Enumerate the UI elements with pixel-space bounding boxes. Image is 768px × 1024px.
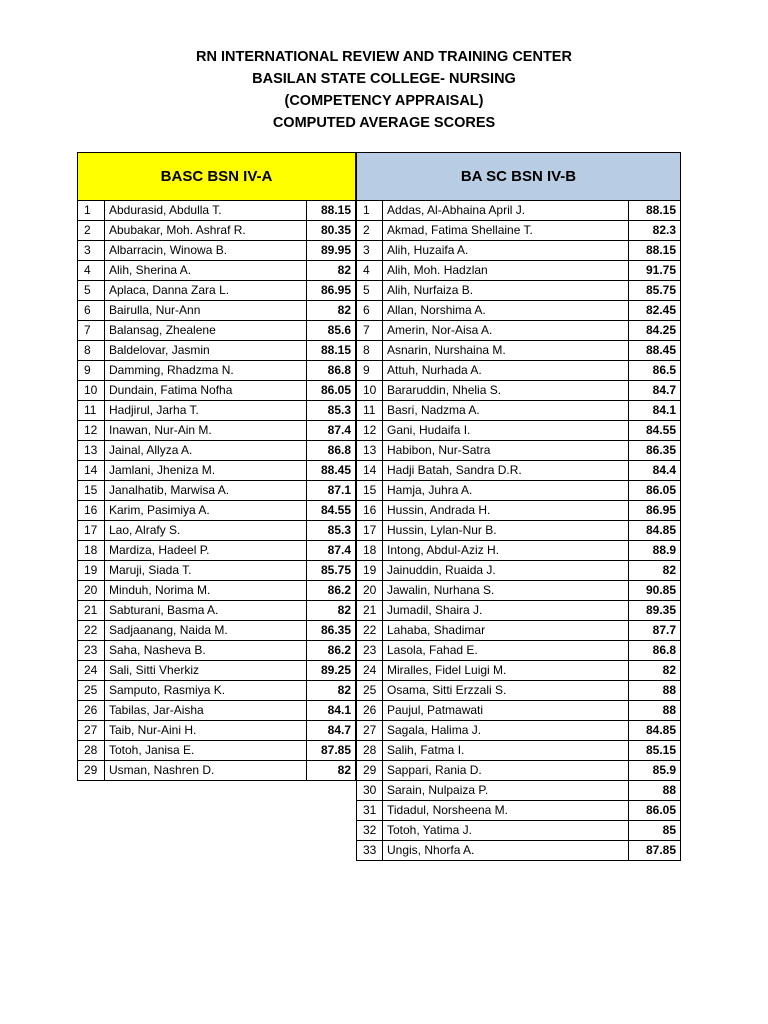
average-score: 89.25 xyxy=(307,661,356,681)
table-row xyxy=(357,381,681,401)
average-score: 82 xyxy=(307,681,356,701)
table-row xyxy=(357,721,681,741)
average-score: 82 xyxy=(629,661,681,681)
row-number: 7 xyxy=(78,321,105,341)
student-name: Amerin, Nor-Aisa A. xyxy=(383,321,629,341)
table-row xyxy=(78,661,356,681)
table-row xyxy=(357,301,681,321)
student-name: Jainal, Allyza A. xyxy=(105,441,307,461)
student-name: Albarracin, Winowa B. xyxy=(105,241,307,261)
average-score: 87.85 xyxy=(307,741,356,761)
table-row xyxy=(357,521,681,541)
average-score: 82.3 xyxy=(629,221,681,241)
row-number: 21 xyxy=(78,601,105,621)
average-score: 86.35 xyxy=(629,441,681,461)
section-a-title: BASC BSN IV-A xyxy=(78,153,356,201)
student-name: Bairulla, Nur-Ann xyxy=(105,301,307,321)
row-number: 13 xyxy=(78,441,105,461)
row-number: 8 xyxy=(357,341,383,361)
table-row xyxy=(78,561,356,581)
row-number: 18 xyxy=(78,541,105,561)
student-name: Janalhatib, Marwisa A. xyxy=(105,481,307,501)
student-name: Hadjirul, Jarha T. xyxy=(105,401,307,421)
student-name: Samputo, Rasmiya K. xyxy=(105,681,307,701)
table-row xyxy=(78,541,356,561)
student-name: Sabturani, Basma A. xyxy=(105,601,307,621)
average-score: 82 xyxy=(307,761,356,781)
row-number: 26 xyxy=(357,701,383,721)
row-number: 1 xyxy=(357,201,383,221)
row-number: 5 xyxy=(357,281,383,301)
student-name: Gani, Hudaifa I. xyxy=(383,421,629,441)
table-row xyxy=(357,501,681,521)
row-number: 29 xyxy=(357,761,383,781)
average-score: 84.4 xyxy=(629,461,681,481)
average-score: 84.25 xyxy=(629,321,681,341)
table-row xyxy=(78,441,356,461)
table-row xyxy=(78,481,356,501)
section-b-rows xyxy=(357,201,681,861)
average-score: 85.75 xyxy=(629,281,681,301)
row-number: 24 xyxy=(357,661,383,681)
table-row xyxy=(78,581,356,601)
table-row xyxy=(78,601,356,621)
row-number: 6 xyxy=(357,301,383,321)
student-name: Sagala, Halima J. xyxy=(383,721,629,741)
average-score: 86.95 xyxy=(307,281,356,301)
row-number: 5 xyxy=(78,281,105,301)
student-name: Usman, Nashren D. xyxy=(105,761,307,781)
average-score: 86.8 xyxy=(307,441,356,461)
student-name: Taib, Nur-Aini H. xyxy=(105,721,307,741)
row-number: 3 xyxy=(357,241,383,261)
row-number: 11 xyxy=(357,401,383,421)
average-score: 82 xyxy=(307,261,356,281)
table-row xyxy=(357,661,681,681)
student-name: Hamja, Juhra A. xyxy=(383,481,629,501)
table-row xyxy=(357,361,681,381)
row-number: 13 xyxy=(357,441,383,461)
table-row xyxy=(357,281,681,301)
table-row xyxy=(357,601,681,621)
table-row xyxy=(78,721,356,741)
average-score: 86.05 xyxy=(307,381,356,401)
table-row xyxy=(357,701,681,721)
average-score: 88.15 xyxy=(629,241,681,261)
table-row xyxy=(357,781,681,801)
average-score: 88.45 xyxy=(307,461,356,481)
table-row xyxy=(357,241,681,261)
student-name: Alih, Nurfaiza B. xyxy=(383,281,629,301)
table-row xyxy=(357,581,681,601)
average-score: 82.45 xyxy=(629,301,681,321)
student-name: Lahaba, Shadimar xyxy=(383,621,629,641)
table-row xyxy=(78,341,356,361)
table-row xyxy=(78,361,356,381)
student-name: Jainuddin, Ruaida J. xyxy=(383,561,629,581)
table-row xyxy=(357,221,681,241)
average-score: 84.7 xyxy=(307,721,356,741)
row-number: 20 xyxy=(357,581,383,601)
student-name: Dundain, Fatima Nofha xyxy=(105,381,307,401)
table-row xyxy=(78,401,356,421)
student-name: Minduh, Norima M. xyxy=(105,581,307,601)
row-number: 21 xyxy=(357,601,383,621)
student-name: Hussin, Andrada H. xyxy=(383,501,629,521)
student-name: Addas, Al-Abhaina April J. xyxy=(383,201,629,221)
average-score: 86.8 xyxy=(629,641,681,661)
row-number: 22 xyxy=(78,621,105,641)
student-name: Tabilas, Jar-Aisha xyxy=(105,701,307,721)
row-number: 10 xyxy=(78,381,105,401)
table-row xyxy=(357,621,681,641)
student-name: Basri, Nadzma A. xyxy=(383,401,629,421)
student-name: Totoh, Yatima J. xyxy=(383,821,629,841)
student-name: Damming, Rhadzma N. xyxy=(105,361,307,381)
row-number: 2 xyxy=(357,221,383,241)
row-number: 12 xyxy=(357,421,383,441)
student-name: Salih, Fatma I. xyxy=(383,741,629,761)
row-number: 15 xyxy=(78,481,105,501)
average-score: 82 xyxy=(629,561,681,581)
table-row xyxy=(357,641,681,661)
average-score: 84.55 xyxy=(307,501,356,521)
row-number: 15 xyxy=(357,481,383,501)
row-number: 3 xyxy=(78,241,105,261)
row-number: 10 xyxy=(357,381,383,401)
student-name: Alih, Sherina A. xyxy=(105,261,307,281)
average-score: 86.05 xyxy=(629,481,681,501)
header-line-3: (COMPETENCY APPRAISAL) xyxy=(284,93,484,109)
table-row xyxy=(357,441,681,461)
table-row xyxy=(357,561,681,581)
table-section-b xyxy=(356,152,681,861)
table-row xyxy=(78,221,356,241)
average-score: 85.3 xyxy=(307,521,356,541)
row-number: 14 xyxy=(357,461,383,481)
average-score: 86.05 xyxy=(629,801,681,821)
row-number: 23 xyxy=(357,641,383,661)
table-row xyxy=(78,241,356,261)
student-name: Aplaca, Danna Zara L. xyxy=(105,281,307,301)
table-row xyxy=(357,401,681,421)
average-score: 88.15 xyxy=(307,201,356,221)
row-number: 18 xyxy=(357,541,383,561)
student-name: Hadji Batah, Sandra D.R. xyxy=(383,461,629,481)
table-row xyxy=(357,421,681,441)
table-row xyxy=(78,281,356,301)
average-score: 88 xyxy=(629,781,681,801)
row-number: 27 xyxy=(78,721,105,741)
student-name: Bararuddin, Nhelia S. xyxy=(383,381,629,401)
average-score: 87.4 xyxy=(307,541,356,561)
row-number: 16 xyxy=(78,501,105,521)
row-number: 26 xyxy=(78,701,105,721)
student-name: Osama, Sitti Erzzali S. xyxy=(383,681,629,701)
row-number: 9 xyxy=(78,361,105,381)
table-row xyxy=(357,541,681,561)
average-score: 84.1 xyxy=(629,401,681,421)
average-score: 87.4 xyxy=(307,421,356,441)
average-score: 87.7 xyxy=(629,621,681,641)
student-name: Habibon, Nur-Satra xyxy=(383,441,629,461)
student-name: Alih, Moh. Hadzlan xyxy=(383,261,629,281)
row-number: 11 xyxy=(78,401,105,421)
student-name: Akmad, Fatima Shellaine T. xyxy=(383,221,629,241)
student-name: Sappari, Rania D. xyxy=(383,761,629,781)
average-score: 86.2 xyxy=(307,581,356,601)
student-name: Jawalin, Nurhana S. xyxy=(383,581,629,601)
row-number: 20 xyxy=(78,581,105,601)
row-number: 32 xyxy=(357,821,383,841)
average-score: 88.45 xyxy=(629,341,681,361)
student-name: Alih, Huzaifa A. xyxy=(383,241,629,261)
student-name: Jumadil, Shaira J. xyxy=(383,601,629,621)
table-row xyxy=(357,481,681,501)
table-row xyxy=(78,521,356,541)
row-number: 30 xyxy=(357,781,383,801)
average-score: 84.55 xyxy=(629,421,681,441)
student-name: Inawan, Nur-Ain M. xyxy=(105,421,307,441)
student-name: Abdurasid, Abdulla T. xyxy=(105,201,307,221)
average-score: 89.95 xyxy=(307,241,356,261)
average-score: 87.85 xyxy=(629,841,681,861)
row-number: 14 xyxy=(78,461,105,481)
table-row xyxy=(78,301,356,321)
student-name: Asnarin, Nurshaina M. xyxy=(383,341,629,361)
average-score: 88.15 xyxy=(307,341,356,361)
row-number: 2 xyxy=(78,221,105,241)
row-number: 27 xyxy=(357,721,383,741)
row-number: 17 xyxy=(357,521,383,541)
row-number: 22 xyxy=(357,621,383,641)
average-score: 86.8 xyxy=(307,361,356,381)
student-name: Sadjaanang, Naida M. xyxy=(105,621,307,641)
table-row xyxy=(357,461,681,481)
section-b-title: BA SC BSN IV-B xyxy=(357,153,681,201)
row-number: 4 xyxy=(78,261,105,281)
average-score: 88 xyxy=(629,681,681,701)
student-name: Intong, Abdul-Aziz H. xyxy=(383,541,629,561)
student-name: Allan, Norshima A. xyxy=(383,301,629,321)
student-name: Miralles, Fidel Luigi M. xyxy=(383,661,629,681)
row-number: 29 xyxy=(78,761,105,781)
average-score: 84.7 xyxy=(629,381,681,401)
table-row xyxy=(78,321,356,341)
row-number: 12 xyxy=(78,421,105,441)
average-score: 86.95 xyxy=(629,501,681,521)
student-name: Hussin, Lylan-Nur B. xyxy=(383,521,629,541)
section-a-rows xyxy=(78,201,356,781)
table-row xyxy=(78,461,356,481)
table-row xyxy=(78,501,356,521)
table-row xyxy=(78,421,356,441)
row-number: 9 xyxy=(357,361,383,381)
average-score: 90.85 xyxy=(629,581,681,601)
average-score: 88.15 xyxy=(629,201,681,221)
average-score: 82 xyxy=(307,601,356,621)
row-number: 19 xyxy=(78,561,105,581)
table-row xyxy=(78,741,356,761)
row-number: 25 xyxy=(357,681,383,701)
student-name: Balansag, Zhealene xyxy=(105,321,307,341)
table-row xyxy=(78,261,356,281)
student-name: Sali, Sitti Vherkiz xyxy=(105,661,307,681)
document-header xyxy=(0,46,768,134)
student-name: Lasola, Fahad E. xyxy=(383,641,629,661)
row-number: 31 xyxy=(357,801,383,821)
average-score: 89.35 xyxy=(629,601,681,621)
average-score: 85.3 xyxy=(307,401,356,421)
table-row xyxy=(78,681,356,701)
average-score: 85.15 xyxy=(629,741,681,761)
row-number: 1 xyxy=(78,201,105,221)
student-name: Paujul, Patmawati xyxy=(383,701,629,721)
average-score: 86.2 xyxy=(307,641,356,661)
table-row xyxy=(357,681,681,701)
header-line-4: COMPUTED AVERAGE SCORES xyxy=(272,115,496,131)
table-row xyxy=(78,201,356,221)
average-score: 84.85 xyxy=(629,521,681,541)
average-score: 85.9 xyxy=(629,761,681,781)
row-number: 6 xyxy=(78,301,105,321)
row-number: 25 xyxy=(78,681,105,701)
header-line-2: BASILAN STATE COLLEGE- NURSING xyxy=(252,71,516,87)
average-score: 84.85 xyxy=(629,721,681,741)
student-name: Totoh, Janisa E. xyxy=(105,741,307,761)
average-score: 82 xyxy=(307,301,356,321)
table-row xyxy=(357,741,681,761)
student-name: Tidadul, Norsheena M. xyxy=(383,801,629,821)
average-score: 88 xyxy=(629,701,681,721)
table-row xyxy=(357,261,681,281)
row-number: 7 xyxy=(357,321,383,341)
average-score: 80.35 xyxy=(307,221,356,241)
student-name: Mardiza, Hadeel P. xyxy=(105,541,307,561)
student-name: Saha, Nasheva B. xyxy=(105,641,307,661)
row-number: 17 xyxy=(78,521,105,541)
table-row xyxy=(357,841,681,861)
average-score: 85.75 xyxy=(307,561,356,581)
student-name: Maruji, Siada T. xyxy=(105,561,307,581)
student-name: Karim, Pasimiya A. xyxy=(105,501,307,521)
table-row xyxy=(78,701,356,721)
average-score: 86.5 xyxy=(629,361,681,381)
student-name: Lao, Alrafy S. xyxy=(105,521,307,541)
average-score: 88.9 xyxy=(629,541,681,561)
average-score: 91.75 xyxy=(629,261,681,281)
row-number: 16 xyxy=(357,501,383,521)
table-row xyxy=(78,641,356,661)
table-row xyxy=(357,761,681,781)
row-number: 23 xyxy=(78,641,105,661)
row-number: 28 xyxy=(78,741,105,761)
table-row xyxy=(78,621,356,641)
table-row xyxy=(357,321,681,341)
row-number: 19 xyxy=(357,561,383,581)
table-row xyxy=(357,341,681,361)
header-line-1: RN INTERNATIONAL REVIEW AND TRAINING CENTER xyxy=(196,49,572,65)
table-row xyxy=(357,821,681,841)
average-score: 86.35 xyxy=(307,621,356,641)
table-row xyxy=(78,761,356,781)
student-name: Abubakar, Moh. Ashraf R. xyxy=(105,221,307,241)
student-name: Ungis, Nhorfa A. xyxy=(383,841,629,861)
table-row xyxy=(78,381,356,401)
table-section-a xyxy=(77,152,356,781)
student-name: Baldelovar, Jasmin xyxy=(105,341,307,361)
row-number: 28 xyxy=(357,741,383,761)
student-name: Attuh, Nurhada A. xyxy=(383,361,629,381)
table-row xyxy=(357,201,681,221)
row-number: 8 xyxy=(78,341,105,361)
student-name: Sarain, Nulpaiza P. xyxy=(383,781,629,801)
average-score: 87.1 xyxy=(307,481,356,501)
table-row xyxy=(357,801,681,821)
row-number: 33 xyxy=(357,841,383,861)
student-name: Jamlani, Jheniza M. xyxy=(105,461,307,481)
average-score: 84.1 xyxy=(307,701,356,721)
average-score: 85.6 xyxy=(307,321,356,341)
row-number: 24 xyxy=(78,661,105,681)
average-score: 85 xyxy=(629,821,681,841)
row-number: 4 xyxy=(357,261,383,281)
